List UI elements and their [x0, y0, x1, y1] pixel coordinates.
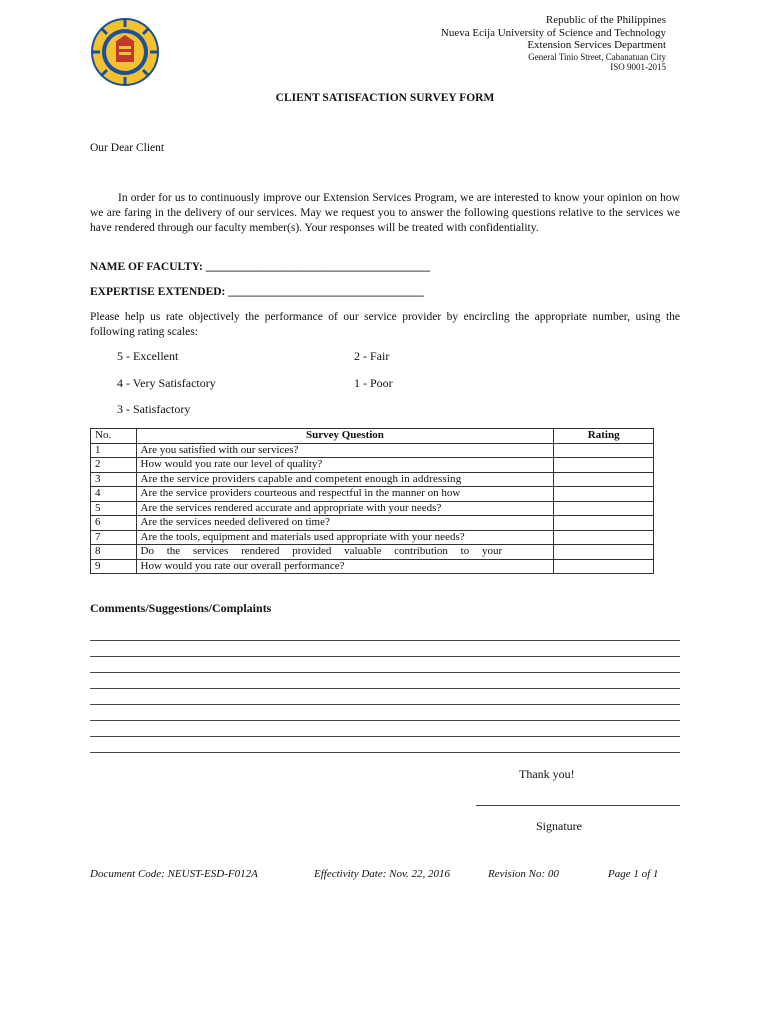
row-question: How would you rate our overall performance?: [136, 559, 554, 574]
signature-line[interactable]: [476, 805, 680, 806]
comment-line[interactable]: [90, 736, 680, 737]
letterhead-university: Nueva Ecija University of Science and Technology: [440, 26, 666, 39]
row-rating-cell[interactable]: [554, 516, 654, 531]
faculty-name-field[interactable]: NAME OF FACULTY: _______________________________________: [90, 261, 431, 273]
form-title: CLIENT SATISFACTION SURVEY FORM: [275, 92, 495, 104]
row-number: 7: [91, 530, 137, 545]
row-rating-cell[interactable]: [554, 458, 654, 473]
scale-excellent: 5 - Excellent: [117, 349, 179, 363]
row-rating-cell[interactable]: [554, 501, 654, 516]
table-row: [91, 443, 654, 458]
scale-fair: 2 - Fair: [354, 349, 390, 363]
signature-label: Signature: [536, 819, 582, 833]
comment-line[interactable]: [90, 640, 680, 641]
scale-very-satisfactory: 4 - Very Satisfactory: [117, 376, 216, 390]
row-number: 3: [91, 472, 137, 487]
comment-line[interactable]: [90, 752, 680, 753]
header-rating: Rating: [554, 429, 654, 444]
row-question: Are the services needed delivered on time?: [136, 516, 554, 531]
letterhead-iso: ISO 9001-2015: [610, 62, 666, 72]
row-number: 1: [91, 443, 137, 458]
scale-satisfactory: 3 - Satisfactory: [117, 402, 191, 416]
letterhead-country: Republic of the Philippines: [545, 14, 666, 26]
intro-paragraph: In order for us to continuously improve our Extension Services Program, we are interested to know your opinion on how we are faring in the delivery of our services. May we request you to answer the following questions relative to the services we have rendered through our faculty member(s). Your responses will be treated with confidentiality.: [90, 192, 680, 234]
footer-page-number: Page 1 of 1: [608, 868, 659, 880]
row-question: How would you rate our level of quality?: [136, 458, 554, 473]
row-number: 5: [91, 501, 137, 516]
row-rating-cell[interactable]: [554, 545, 654, 560]
row-rating-cell[interactable]: [554, 530, 654, 545]
table-row: [91, 516, 654, 531]
footer-effectivity-date: Effectivity Date: Nov. 22, 2016: [314, 868, 451, 880]
letterhead-address: General Tinio Street, Cabanatuan City: [528, 51, 666, 62]
university-seal-logo: [91, 18, 159, 86]
row-number: 6: [91, 516, 137, 531]
row-number: 2: [91, 458, 137, 473]
comment-line[interactable]: [90, 672, 680, 673]
row-question: Are the tools, equipment and materials used appropriate with your needs?: [136, 530, 554, 545]
row-question: Do the services rendered provided valuable contribution to your: [136, 545, 554, 560]
row-rating-cell[interactable]: [554, 443, 654, 458]
row-question: Are the services rendered accurate and appropriate with your needs?: [136, 501, 554, 516]
table-row: [91, 545, 654, 560]
comment-line[interactable]: [90, 720, 680, 721]
row-rating-cell[interactable]: [554, 487, 654, 502]
table-row: [91, 559, 654, 574]
scale-poor: 1 - Poor: [354, 376, 393, 390]
thank-you-text: Thank you!: [519, 767, 575, 781]
survey-table: [90, 428, 654, 574]
table-row: [91, 530, 654, 545]
salutation: Our Dear Client: [90, 142, 165, 154]
row-rating-cell[interactable]: [554, 559, 654, 574]
row-question: Are you satisfied with our services?: [136, 443, 554, 458]
comments-heading: Comments/Suggestions/Complaints: [90, 601, 272, 615]
comment-line[interactable]: [90, 688, 680, 689]
instructions-paragraph: Please help us rate objectively the performance of our service provider by encircling the appropriate number, using the following rating scales:: [90, 311, 680, 338]
row-question: Are the service providers capable and competent enough in addressing: [136, 472, 554, 487]
table-row: [91, 501, 654, 516]
header-no: No.: [91, 429, 137, 444]
table-row: [91, 472, 654, 487]
row-number: 9: [91, 559, 137, 574]
expertise-field[interactable]: EXPERTISE EXTENDED: __________________________________: [90, 286, 424, 298]
row-number: 8: [91, 545, 137, 560]
letterhead: [441, 14, 666, 73]
table-row: [91, 458, 654, 473]
comment-line[interactable]: [90, 656, 680, 657]
table-row: [91, 487, 654, 502]
row-question: Are the service providers courteous and respectful in the manner on how: [136, 487, 554, 502]
letterhead-department: Extension Services Department: [527, 39, 666, 51]
comment-line[interactable]: [90, 704, 680, 705]
row-rating-cell[interactable]: [554, 472, 654, 487]
footer-revision: Revision No: 00: [488, 868, 559, 880]
header-question: Survey Question: [136, 429, 554, 444]
survey-table-header: [91, 429, 654, 444]
footer-document-code: Document Code: NEUST-ESD-F012A: [90, 868, 258, 880]
row-number: 4: [91, 487, 137, 502]
